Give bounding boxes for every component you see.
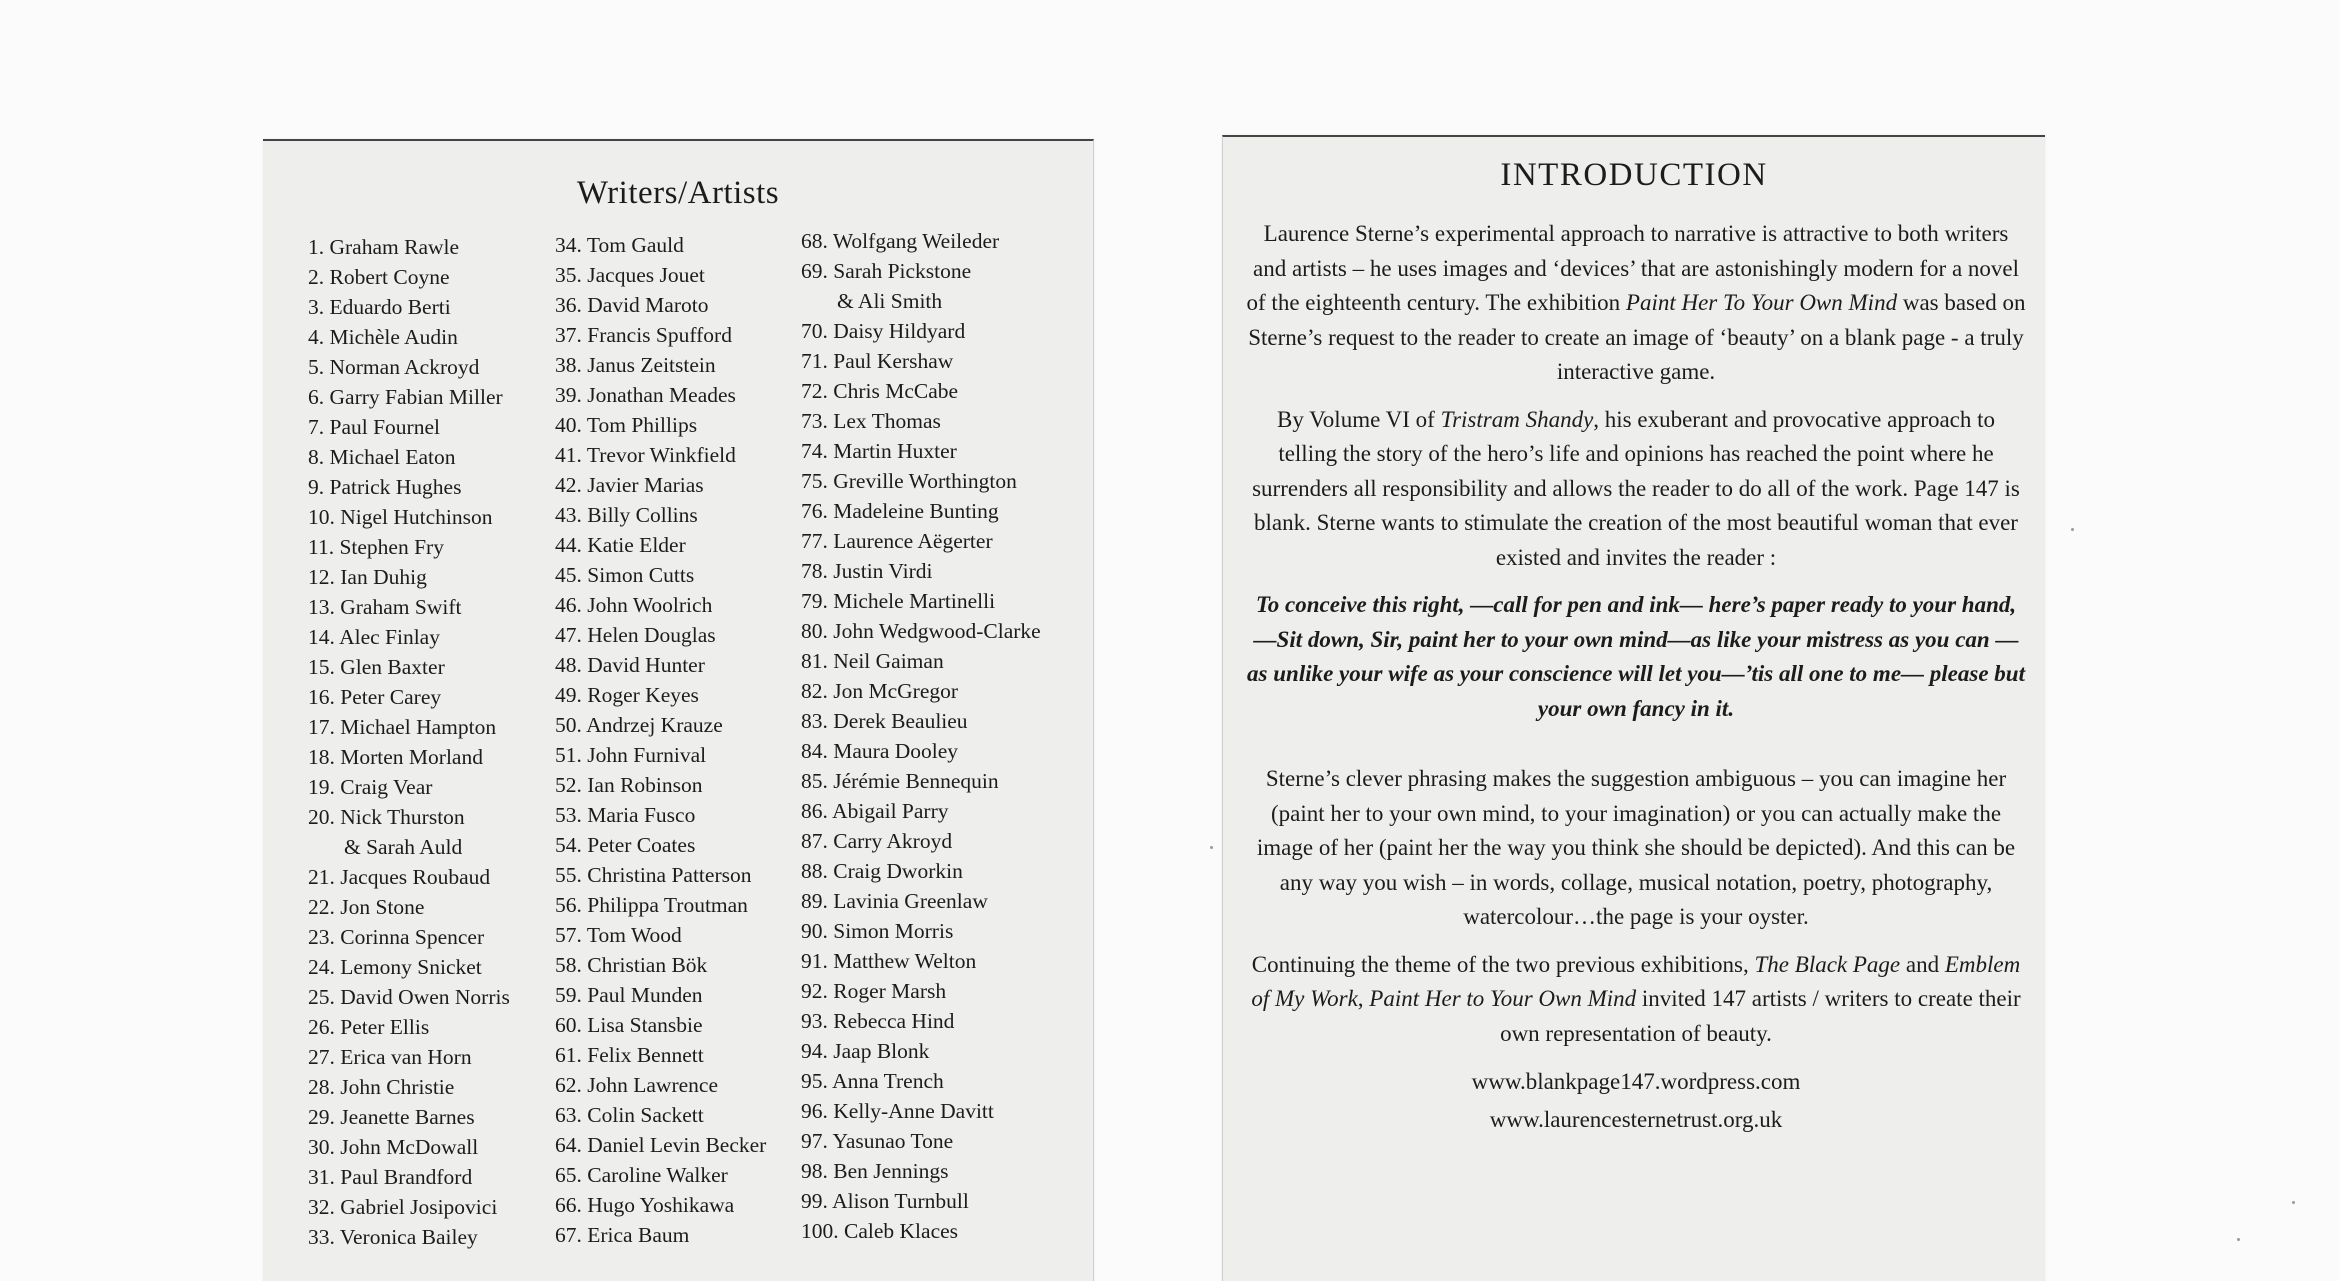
writer-entry: 91. Matthew Welton [801,949,977,973]
writer-entry: 62. John Lawrence [555,1073,718,1097]
writer-entry: 23. Corinna Spencer [308,925,485,949]
writer-entry: 45. Simon Cutts [555,563,695,587]
exhibition-title: Paint Her To Your Own Mind [1625,290,1898,315]
writer-entry: 8. Michael Eaton [308,445,456,469]
writer-entry: 36. David Maroto [555,293,709,317]
writer-entry: 14. Alec Finlay [308,625,440,649]
writer-entry: 56. Philippa Troutman [555,893,748,917]
writer-entry: 78. Justin Virdi [801,559,933,583]
writer-entry: 63. Colin Sackett [555,1103,704,1127]
writer-entry: 32. Gabriel Josipovici [308,1195,498,1219]
writer-entry: 69. Sarah Pickstone [801,259,972,283]
writer-entry: 67. Erica Baum [555,1223,690,1247]
writer-entry: 68. Wolfgang Weileder [801,229,1000,253]
intro-paragraph-2: By Volume VI of Tristram Shandy, his exuberant and provocative approach to telling the story of the hero’s life and opinions has reached the point where he surrenders all responsibility and allows the reader to do all of the work. Page 147 is blank. Sterne wants to stimulate the creation of the most beautiful woman that ever existed and invites the reader : [1252,406,2020,570]
writer-entry: 58. Christian Bök [555,953,708,977]
writer-entry: 53. Maria Fusco [555,803,696,827]
writer-entry: 98. Ben Jennings [801,1159,949,1183]
writer-entry: 25. David Owen Norris [308,985,510,1009]
writer-entry: 64. Daniel Levin Becker [555,1133,767,1157]
writers-column-1 [308,232,510,1252]
writer-entry: 5. Norman Ackroyd [308,355,480,379]
writer-entry: 43. Billy Collins [555,503,698,527]
writer-entry: 38. Janus Zeitstein [555,353,716,377]
writer-entry: 37. Francis Spufford [555,323,732,347]
writer-entry: 83. Derek Beaulieu [801,709,968,733]
writer-entry: 57. Tom Wood [555,923,682,947]
writer-entry: 21. Jacques Roubaud [308,865,491,889]
writer-entry: 3. Eduardo Berti [308,295,451,319]
writer-entry: 20. Nick Thurston [308,805,465,829]
writer-entry: 60. Lisa Stansbie [555,1013,703,1037]
writer-entry: 42. Javier Marias [555,473,704,497]
writer-entry: 9. Patrick Hughes [308,475,462,499]
writer-entry: 12. Ian Duhig [308,565,427,589]
writer-entry: 48. David Hunter [555,653,705,677]
writer-entry: 49. Roger Keyes [555,683,699,707]
writer-entry: 96. Kelly-Anne Davitt [801,1099,994,1123]
writer-entry: 4. Michèle Audin [308,325,458,349]
writer-entry: 81. Neil Gaiman [801,649,944,673]
writer-entry: 18. Morten Morland [308,745,483,769]
writer-entry: 50. Andrzej Krauze [555,713,723,737]
scan-speck [2292,1201,2295,1204]
scan-speck [2237,1238,2240,1241]
writer-entry: 40. Tom Phillips [555,413,698,437]
writer-entry: 54. Peter Coates [555,833,696,857]
writer-entry: 35. Jacques Jouet [555,263,705,287]
writers-column-3 [801,226,1041,1246]
writer-entry: 46. John Woolrich [555,593,713,617]
writer-entry: 89. Lavinia Greenlaw [801,889,988,913]
website-links [1245,1065,2027,1141]
writer-entry: 70. Daisy Hildyard [801,319,966,343]
writer-entry: 15. Glen Baxter [308,655,445,679]
writer-entry: 71. Paul Kershaw [801,349,954,373]
writer-entry: 86. Abigail Parry [801,799,949,823]
writer-entry: 16. Peter Carey [308,685,442,709]
writer-entry: 80. John Wedgwood-Clarke [801,619,1041,643]
writer-entry: 97. Yasunao Tone [801,1129,954,1153]
writer-entry: 72. Chris McCabe [801,379,959,403]
writer-entry: 95. Anna Trench [801,1069,944,1093]
writer-entry: 28. John Christie [308,1075,455,1099]
writer-entry: 10. Nigel Hutchinson [308,505,493,529]
writer-entry: 19. Craig Vear [308,775,433,799]
writer-entry: 84. Maura Dooley [801,739,959,763]
writer-entry: 44. Katie Elder [555,533,686,557]
writer-entry: 55. Christina Patterson [555,863,752,887]
scan-speck [2071,528,2074,531]
writer-entry: 100. Caleb Klaces [801,1219,959,1243]
writer-entry: 30. John McDowall [308,1135,479,1159]
writer-entry: 75. Greville Worthington [801,469,1017,493]
introduction-title: INTRODUCTION [1500,157,1768,193]
writer-entry: 26. Peter Ellis [308,1015,430,1039]
writer-entry: 6. Garry Fabian Miller [308,385,503,409]
writer-entry: 39. Jonathan Meades [555,383,736,407]
writer-entry: 88. Craig Dworkin [801,859,963,883]
sterne-trust-url: www.laurencesternetrust.org.uk [1489,1107,1783,1132]
introduction-page [1222,135,2045,1281]
writer-entry: 82. Jon McGregor [801,679,959,703]
writers-artists-page [263,139,1094,1281]
writer-entry: 34. Tom Gauld [555,233,684,257]
writer-entry: 22. Jon Stone [308,895,425,919]
writer-entry: 11. Stephen Fry [308,535,444,559]
writer-entry: 1. Graham Rawle [308,235,460,259]
intro-paragraph-1: Laurence Sterne’s experimental approach to narrative is attractive to both writers and artists – he uses images and ‘devices’ that are astonishingly modern for a novel of the eighteenth century. The exhibition Paint Her To Your Own Mind was based on Sterne’s request to the reader to create an image of ‘beauty’ on a blank page - a truly interactive game. [1246,221,2026,384]
writer-entry: 33. Veronica Bailey [308,1225,478,1249]
writer-entry: 52. Ian Robinson [555,773,703,797]
writers-artists-title: Writers/Artists [576,175,780,211]
writer-entry: 41. Trevor Winkfield [555,443,736,467]
writer-entry: 61. Felix Bennett [555,1043,704,1067]
writer-entry: 90. Simon Morris [801,919,954,943]
writer-entry: 51. John Furnival [555,743,707,767]
writers-column-2 [555,230,766,1250]
intro-paragraph-3: Sterne’s clever phrasing makes the suggestion ambiguous – you can imagine her (paint her to your own mind, to your imagination) or you can actually make the image of her (paint her the way you think she should be depicted). And this can be any way you wish – in words, collage, musical notation, poetry, photography, watercolour…the page is your oyster. [1256,766,2016,929]
writer-entry: 79. Michele Martinelli [801,589,996,613]
intro-paragraph-4: Continuing the theme of the two previous exhibitions, The Black Page and Emblem of My Work, Paint Her to Your Own Mind invited 147 artists / writers to create their own representation of beauty. [1251,951,2021,1046]
writer-entry: 92. Roger Marsh [801,979,947,1003]
writer-entry: 99. Alison Turnbull [801,1189,969,1213]
writer-entry: 66. Hugo Yoshikawa [555,1193,735,1217]
writer-entry: 87. Carry Akroyd [801,829,953,853]
writer-entry: 13. Graham Swift [308,595,462,619]
book-title: Tristram Shandy [1440,406,1594,432]
writer-entry: 76. Madeleine Bunting [801,499,999,523]
introduction-body [1245,217,2027,1141]
writer-entry: 65. Caroline Walker [555,1163,728,1187]
writer-entry: 24. Lemony Snicket [308,955,482,979]
writer-entry: 2. Robert Coyne [308,265,450,289]
writer-entry: 27. Erica van Horn [308,1045,472,1069]
writer-entry: & Ali Smith [837,289,943,313]
writer-entry: 47. Helen Douglas [555,623,716,647]
writer-entry: 93. Rebecca Hind [801,1009,955,1033]
writer-entry: 31. Paul Brandford [308,1165,473,1189]
writer-entry: 73. Lex Thomas [801,409,941,433]
writer-entry: 59. Paul Munden [555,983,703,1007]
writer-entry: 85. Jérémie Bennequin [801,769,999,793]
writer-entry: 94. Jaap Blonk [801,1039,930,1063]
writer-entry: 17. Michael Hampton [308,715,497,739]
writer-entry: 29. Jeanette Barnes [308,1105,475,1129]
sterne-quote: To conceive this right, —call for pen and ink— here’s paper ready to your hand, —Sit down, Sir, paint her to your own mind—as like your mistress as you can —as unlike your wife as your conscience will let you—’tis all one to me— please but your own fancy in it. [1247,592,2025,721]
writer-entry: 77. Laurence Aëgerter [801,529,993,553]
scan-speck [1210,846,1213,849]
blankpage-url: www.blankpage147.wordpress.com [1471,1069,1801,1094]
writer-entry: 7. Paul Fournel [308,415,440,439]
writer-entry: & Sarah Auld [344,835,463,859]
writer-entry: 74. Martin Huxter [801,439,957,463]
